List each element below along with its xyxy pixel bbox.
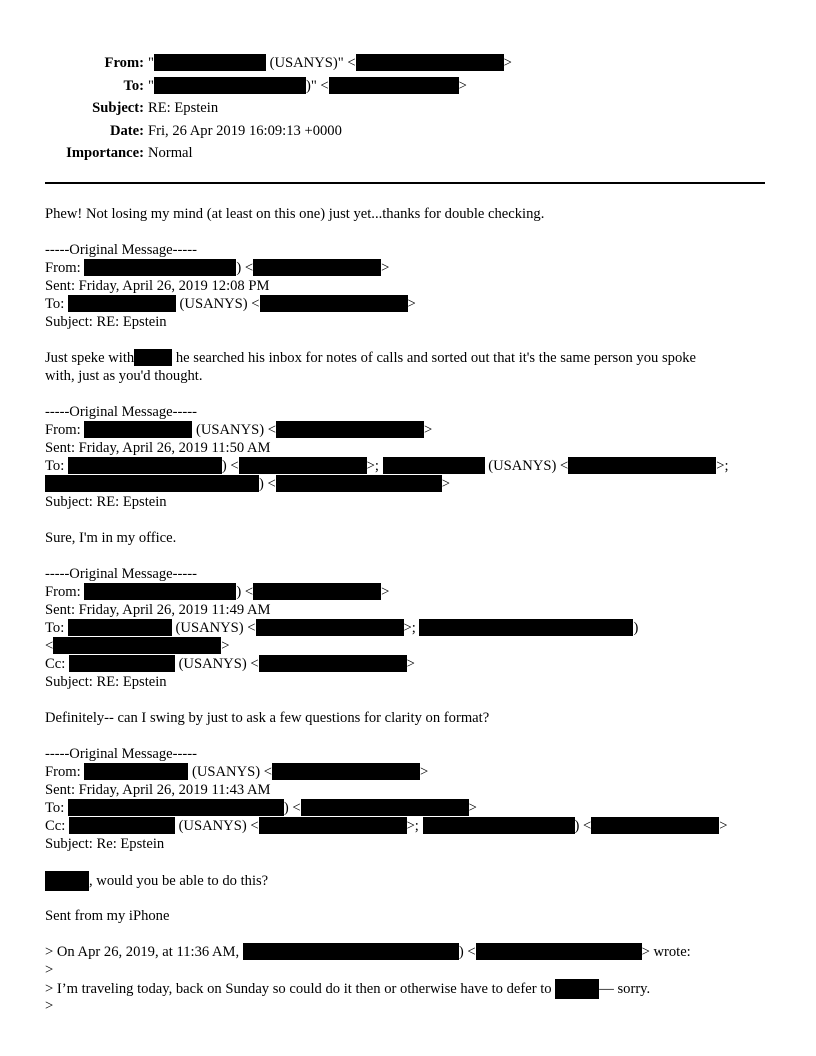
m4-quote-line1: > On Apr 26, 2019, at 11:36 AM, ) < > wrote: bbox=[45, 944, 691, 960]
header-to-close: > bbox=[458, 77, 467, 94]
m4-subject: Subject: Re: Epstein bbox=[45, 836, 165, 852]
header-from-org: (USANYS)" < bbox=[265, 55, 356, 71]
header-subject-label: Subject: bbox=[92, 100, 144, 116]
redaction-block bbox=[272, 763, 420, 780]
header-divider bbox=[45, 182, 765, 184]
header-to-quote: " bbox=[148, 77, 154, 94]
redaction-block bbox=[68, 619, 172, 636]
header-subject-row bbox=[0, 97, 816, 120]
redaction-block bbox=[154, 54, 266, 71]
header-importance-row bbox=[0, 142, 816, 165]
redaction-block bbox=[256, 619, 404, 636]
m1-text-line2: with, just as you'd thought. bbox=[45, 368, 203, 384]
header-to-row bbox=[0, 75, 816, 98]
redaction-block bbox=[301, 799, 469, 816]
m4-quote-line4: > bbox=[45, 998, 54, 1014]
m2-separator: -----Original Message----- bbox=[45, 404, 197, 420]
header-to-mid: )" < bbox=[305, 77, 329, 94]
redaction-block bbox=[276, 421, 424, 438]
m4-cc: Cc: (USANYS) < >; ) < > bbox=[45, 818, 728, 834]
m3-text: Definitely-- can I swing by just to ask a few questions for clarity on format? bbox=[45, 710, 490, 726]
header-date-row bbox=[0, 120, 816, 143]
m2-sent: Sent: Friday, April 26, 2019 11:50 AM bbox=[45, 440, 271, 456]
redaction-block bbox=[45, 475, 259, 492]
m3-to: To: (USANYS) < >; ) bbox=[45, 620, 639, 636]
header-importance-value: Normal bbox=[148, 145, 193, 161]
redaction-block bbox=[253, 583, 381, 600]
m4-text2: Sent from my iPhone bbox=[45, 908, 170, 924]
redaction-block bbox=[69, 817, 175, 834]
m4-to: To: ) < > bbox=[45, 800, 477, 816]
redaction-block bbox=[276, 475, 442, 492]
redaction-block bbox=[84, 259, 236, 276]
m1-text-line1: Just speke with he searched his inbox for notes of calls and sorted out that it's the same person you spoke bbox=[45, 350, 697, 366]
m2-from: From: (USANYS) < > bbox=[45, 422, 433, 438]
redaction-block bbox=[260, 295, 408, 312]
redaction-block bbox=[68, 457, 222, 474]
m3-from: From: ) < > bbox=[45, 584, 390, 600]
header-date-label: Date: bbox=[109, 122, 144, 139]
redaction-block bbox=[591, 817, 719, 834]
redaction-block bbox=[555, 979, 599, 999]
m4-quote-line2: > bbox=[45, 962, 54, 978]
redaction-block bbox=[253, 259, 381, 276]
header-importance-label: Importance: bbox=[66, 145, 144, 161]
redaction-block bbox=[423, 817, 575, 834]
redaction-block bbox=[45, 871, 89, 891]
m4-text1: , would you be able to do this? bbox=[45, 871, 268, 889]
m3-cc: Cc: (USANYS) < > bbox=[45, 656, 415, 672]
m3-sent: Sent: Friday, April 26, 2019 11:49 AM bbox=[45, 602, 271, 618]
redaction-block bbox=[69, 655, 175, 672]
m2-to: To: ) < >; (USANYS) < >; bbox=[45, 458, 729, 474]
m3-separator: -----Original Message----- bbox=[45, 566, 197, 582]
redaction-block bbox=[568, 457, 716, 474]
m2-subject: Subject: RE: Epstein bbox=[45, 494, 167, 510]
redaction-block bbox=[68, 295, 176, 312]
redaction-block bbox=[84, 583, 236, 600]
m2-text: Sure, I'm in my office. bbox=[45, 530, 177, 546]
redaction-block bbox=[68, 799, 284, 816]
redaction-block bbox=[419, 619, 633, 636]
m1-to: To: (USANYS) < > bbox=[45, 296, 416, 312]
header-from-row bbox=[0, 52, 816, 75]
m1-separator: -----Original Message----- bbox=[45, 242, 197, 258]
m1-subject: Subject: RE: Epstein bbox=[45, 314, 167, 330]
email-header bbox=[0, 52, 816, 165]
redaction-block bbox=[356, 54, 504, 71]
redaction-block bbox=[154, 77, 306, 94]
header-subject-value: RE: Epstein bbox=[148, 100, 219, 116]
reply-text: Phew! Not losing my mind (at least on this one) just yet...thanks for double checking. bbox=[45, 206, 545, 222]
m1-from: From: ) < > bbox=[45, 260, 390, 276]
redaction-block bbox=[239, 457, 367, 474]
m1-sent: Sent: Friday, April 26, 2019 12:08 PM bbox=[45, 278, 270, 294]
m4-quote-line3: > I’m traveling today, back on Sunday so could do it then or otherwise have to defer to — sorry. bbox=[45, 981, 651, 997]
header-from-quote: " bbox=[148, 55, 154, 71]
redaction-block bbox=[383, 457, 485, 474]
redaction-block bbox=[84, 763, 188, 780]
m4-from: From: (USANYS) < > bbox=[45, 764, 429, 780]
m4-sent: Sent: Friday, April 26, 2019 11:43 AM bbox=[45, 782, 271, 798]
m3-subject: Subject: RE: Epstein bbox=[45, 674, 167, 690]
header-from-label: From: bbox=[104, 55, 144, 71]
redaction-block bbox=[259, 655, 407, 672]
m2-to-continued: ) < > bbox=[45, 475, 450, 493]
header-to-label: To: bbox=[123, 77, 144, 94]
m3-to-continued: < > bbox=[45, 638, 230, 654]
header-date-value: Fri, 26 Apr 2019 16:09:13 +0000 bbox=[148, 122, 342, 139]
redaction-block bbox=[134, 349, 172, 366]
m4-separator: -----Original Message----- bbox=[45, 746, 197, 762]
redaction-block bbox=[243, 943, 459, 960]
redaction-block bbox=[84, 421, 192, 438]
redaction-block bbox=[476, 943, 642, 960]
redaction-block bbox=[329, 77, 459, 94]
header-from-close: > bbox=[503, 55, 512, 71]
redaction-block bbox=[259, 817, 407, 834]
redaction-block bbox=[53, 637, 221, 654]
